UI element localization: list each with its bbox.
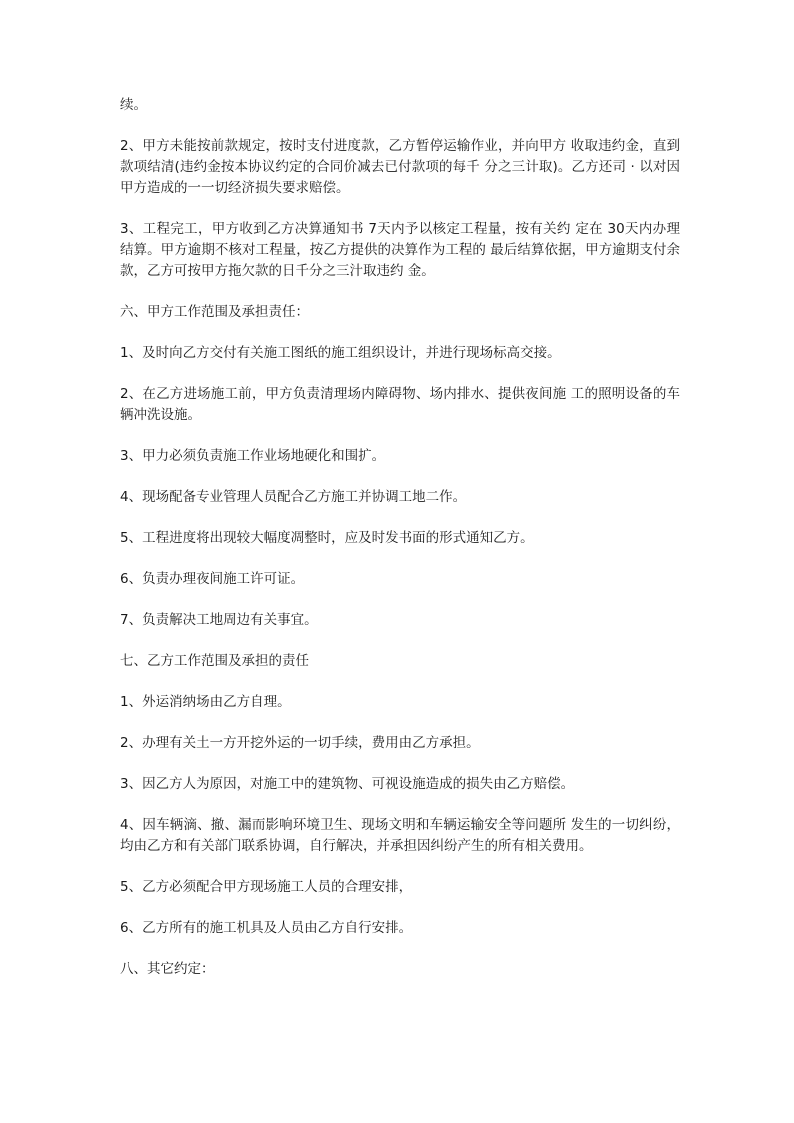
paragraph-party-b-item-2: 2、办理有关土一方开挖外运的一切手续，费用由乙方承担。 xyxy=(120,735,480,751)
paragraph-party-a-item-7: 7、负责解决工地周边有关事宜。 xyxy=(120,612,318,628)
section-heading-party-b: 七、乙方工作范围及承担的责任 xyxy=(120,653,309,669)
paragraph-party-b-item-1: 1、外运消纳场由乙方自理。 xyxy=(120,694,291,710)
paragraph-party-a-item-5: 5、工程进度将出现较大幅度凋整时，应及时发书面的形式通知乙方。 xyxy=(120,530,534,546)
document-body xyxy=(120,95,680,1000)
paragraph-clause-3-settlement: 3、工程完工，甲方收到乙方决算通知书 7天内予以核定工程量，按有关约 定在 30天内办理结算。甲方逾期不核对工程量，按乙方提供的决算作为工程的 最后结算依据，甲方逾期支付余款，乙方可按甲方拖欠款的日千分之三汁取违约 金。 xyxy=(120,221,680,279)
paragraph-party-b-item-6: 6、乙方所有的施工机具及人员由乙方自行安排。 xyxy=(120,920,413,936)
paragraph-party-a-item-4: 4、现场配备专业管理人员配合乙方施工并协调工地二作。 xyxy=(120,489,467,505)
paragraph-continuation: 续。 xyxy=(120,97,147,113)
section-heading-other: 八、其它约定： xyxy=(120,961,215,977)
paragraph-clause-2-payment: 2、甲方未能按前款规定，按时支付进度款，乙方暂停运输作业，并向甲方 收取违约金，直到款项结清(违约金按本协议约定的合同价减去已付款项的每千 分之三计取)。乙方还司 · 以对因甲方造成的一一切经济损失要求赔偿。 xyxy=(120,138,680,196)
section-heading-party-a: 六、甲方工作范围及承担责任： xyxy=(120,304,309,320)
paragraph-party-b-item-3: 3、因乙方人为原因，对施工中的建筑物、可视设施造成的损失由乙方赔偿。 xyxy=(120,776,575,792)
paragraph-party-a-item-1: 1、及时向乙方交付有关施工图纸的施工组织设计，并进行现场标高交接。 xyxy=(120,345,561,361)
paragraph-party-a-item-6: 6、负责办理夜间施工许可证。 xyxy=(120,571,305,587)
paragraph-party-a-item-3: 3、甲力必须负责施工作业场地硬化和围扩。 xyxy=(120,448,386,464)
paragraph-party-b-item-4: 4、因车辆滴、撤、漏而影响环境卫生、现场文明和车辆运输安全等问题所 发生的一切纠纷，均由乙方和有关部门联系协调，自行解决，并承担因纠纷产生的所有相关费用。 xyxy=(120,817,680,854)
paragraph-party-b-item-5: 5、乙方必须配合甲方现场施工人员的合理安排， xyxy=(120,879,413,895)
paragraph-party-a-item-2: 2、在乙方进场施工前，甲方负责清理场内障碍物、场内排水、提供夜间施 工的照明设备的车辆冲洗设施。 xyxy=(120,386,680,423)
